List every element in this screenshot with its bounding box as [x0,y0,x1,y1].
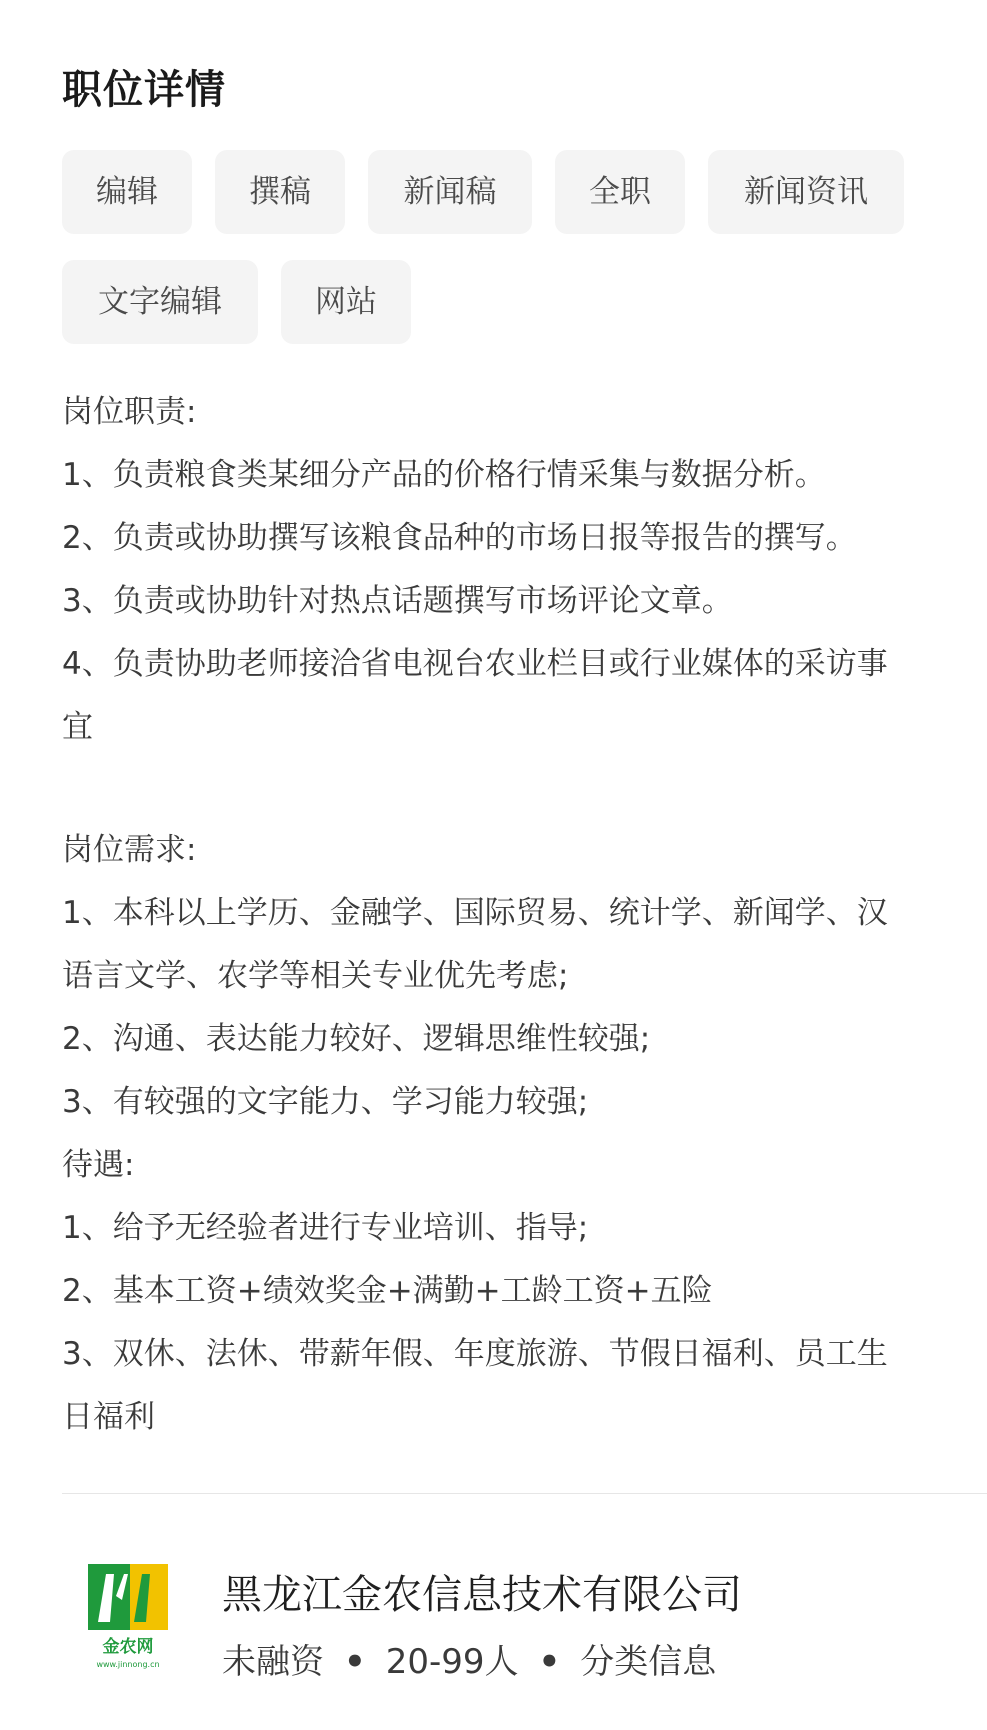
benefit-item: 1、给予无经验者进行专业培训、指导; [62,1210,589,1246]
company-funding: 未融资 [222,1642,324,1682]
section-divider [62,1493,987,1494]
meta-separator: • [538,1642,561,1682]
company-size: 20-99人 [385,1642,519,1682]
logo-url-text: www.jinnong.cn [96,1660,160,1669]
tag-copy-editing[interactable]: 文字编辑 [62,260,258,344]
page-title: 职位详情 [62,67,226,113]
requirement-item: 1、本科以上学历、金融学、国际贸易、统计学、新闻学、汉 [62,895,888,931]
tag-press-release[interactable]: 新闻稿 [368,150,532,234]
company-category: 分类信息 [580,1642,717,1682]
tag-fulltime[interactable]: 全职 [555,150,685,234]
benefit-item: 日福利 [62,1399,155,1435]
responsibility-item: 4、负责协助老师接洽省电视台农业栏目或行业媒体的采访事 [62,646,888,682]
benefits-heading: 待遇: [62,1147,135,1183]
requirement-item: 语言文学、农学等相关专业优先考虑; [62,958,569,994]
requirement-item: 2、沟通、表达能力较好、逻辑思维性较强; [62,1021,651,1057]
logo-text: 金农网 [102,1637,154,1657]
company-name[interactable]: 黑龙江金农信息技术有限公司 [222,1572,742,1618]
tag-website[interactable]: 网站 [281,260,411,344]
meta-separator: • [344,1642,366,1682]
requirement-item: 3、有较强的文字能力、学习能力较强; [62,1084,589,1120]
tag-news-info[interactable]: 新闻资讯 [708,150,904,234]
benefit-item: 3、双休、法休、带薪年假、年度旅游、节假日福利、员工生 [62,1336,888,1372]
responsibility-item: 宜 [62,709,93,745]
tag-edit[interactable]: 编辑 [62,150,192,234]
tag-writing[interactable]: 撰稿 [215,150,345,234]
company-meta [222,1634,716,1683]
responsibility-item: 1、负责粮食类某细分产品的价格行情采集与数据分析。 [62,457,826,493]
responsibilities-heading: 岗位职责: [62,394,197,430]
company-logo-icon[interactable] [84,1560,176,1672]
benefit-item: 2、基本工资+绩效奖金+满勤+工龄工资+五险 [62,1273,713,1309]
requirements-heading: 岗位需求: [62,832,197,868]
responsibility-item: 2、负责或协助撰写该粮食品种的市场日报等报告的撰写。 [62,520,857,556]
responsibility-item: 3、负责或协助针对热点话题撰写市场评论文章。 [62,583,733,619]
